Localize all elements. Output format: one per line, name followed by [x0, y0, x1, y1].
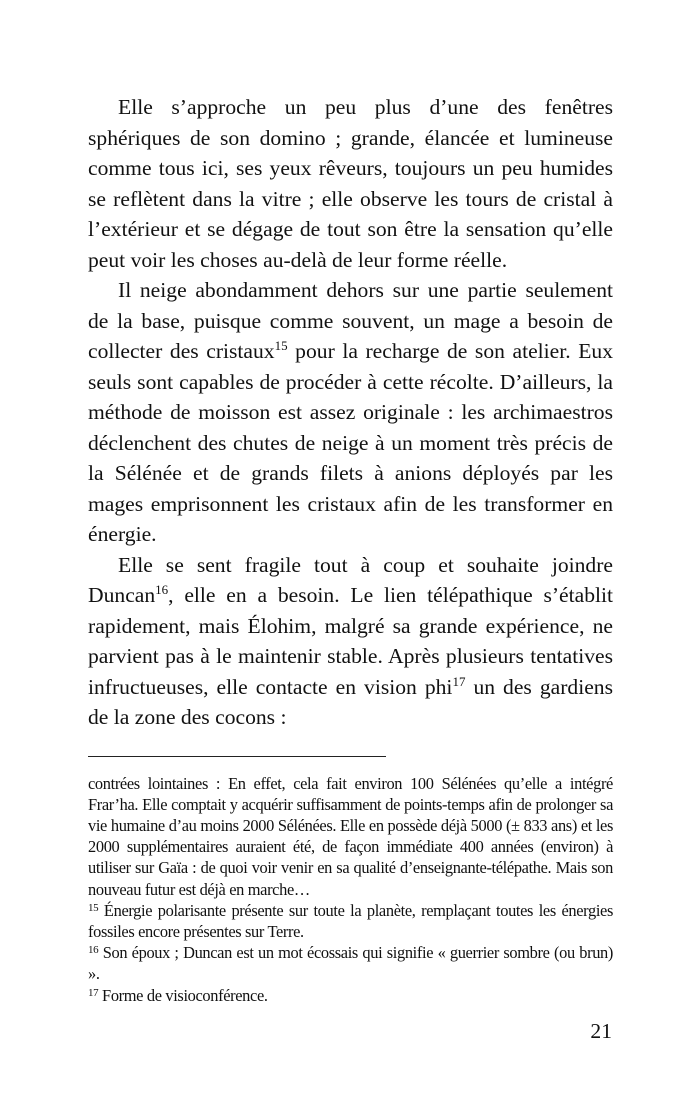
footnote-separator: [88, 756, 386, 757]
paragraph-3: [88, 550, 613, 733]
page-number: 21: [590, 1019, 612, 1043]
footnote-16-text: Son époux ; Duncan est un mot écossais qui signifie « guerrier sombre (ou brun) ».: [88, 943, 613, 984]
footnote-17: [88, 985, 613, 1006]
footnote-continuation: contrées lointaines : En effet, cela fait environ 100 Sélénées qu’elle a intégré Frar’ha. Elle comptait y acquérir suffisamment de points-temps afin de prolonger sa vie humaine d’au moins 2000 Sélénées. Elle en possède déjà 5000 (± 833 ans) et les 2000 supplémentaires auraient été, de façon immédiate 400 années (environ) à utiliser sur Gaïa : de quoi voir venir en sa qualité d’enseignante-télépathe. Mais son nouveau futur est déjà en marche…: [88, 773, 613, 899]
footnote-17-text: Forme de visioconférence.: [98, 985, 268, 1005]
footnote-ref-17[interactable]: 17: [452, 673, 466, 689]
footnote-15: [88, 900, 613, 942]
footnote-ref-16[interactable]: 16: [155, 582, 169, 597]
body-text: [88, 92, 613, 733]
paragraph-2: [88, 275, 613, 550]
footnotes: [88, 773, 613, 1006]
footnote-number-15: 15: [88, 901, 99, 914]
paragraph-2-text-a: Il neige abondamment dehors sur une partie seulement de la base, puisque comme souvent, un mage a besoin de collecter des cristaux: [88, 278, 613, 363]
footnote-ref-15[interactable]: 15: [274, 338, 288, 353]
paragraph-3-text-c: un des gardiens de la zone des cocons :: [88, 674, 613, 729]
footnote-number-16: 16: [88, 944, 99, 957]
footnote-number-17: 17: [88, 986, 99, 999]
book-page: [88, 92, 613, 1006]
paragraph-3-text-a: Elle se sent fragile tout à coup et souhaite joindre Duncan: [88, 552, 613, 607]
footnote-15-text: Énergie polarisante présente sur toute la planète, remplaçant toutes les énergies fossiles encore présentes sur Terre.: [88, 900, 613, 941]
footnote-16: [88, 942, 613, 984]
paragraph-1: [88, 92, 613, 275]
paragraph-3-text-b: , elle en a besoin. Le lien télépathique s’établit rapidement, mais Élohim, malgré sa grande expérience, ne parvient pas à le maintenir stable. Après plusieurs tentatives infructueuses, elle contacte en vision phi: [88, 583, 613, 699]
paragraph-1-text: Elle s’approche un peu plus d’une des fenêtres sphériques de son domino ; grande, élancée et lumineuse comme tous ici, ses yeux rêveurs, toujours un peu humides se reflètent dans la vitre ; elle observe les tours de cristal à l’extérieur et se dégage de tout son être la sensation qu’elle peut voir les choses au-delà de leur forme réelle.: [88, 95, 613, 272]
paragraph-2-text-b: pour la recharge de son atelier. Eux seuls sont capables de procéder à cette récolte. D’ailleurs, la méthode de moisson est assez originale : les archimaestros déclenchent des chutes de neige à un moment très précis de la Sélénée et de grands filets à anions déployés par les mages emprisonnent les cristaux afin de les transformer en énergie.: [88, 339, 613, 546]
